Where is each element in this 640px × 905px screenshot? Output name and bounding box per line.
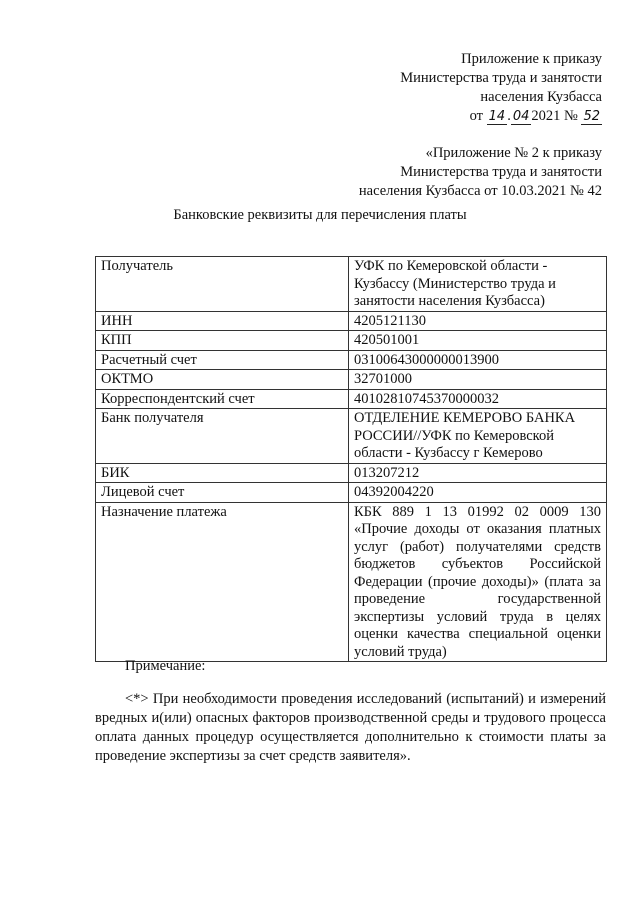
- appendix-line-1: Приложение к приказу: [461, 51, 602, 67]
- table-row: [96, 311, 607, 331]
- row-label: ИНН: [96, 311, 349, 331]
- row-value: 04392004220: [349, 483, 607, 503]
- note-text: <*> При необходимости проведения исследований (испытаний) и измерений вредных и(или) опасных факторов производственной среды и трудового процесса оплата данных процедур осуществляется дополнительно к стоимости платы за проведение экспертизы за счет средств заявителя».: [95, 691, 606, 764]
- row-label: Банк получателя: [96, 409, 349, 464]
- table-row: [96, 463, 607, 483]
- table-row: [96, 483, 607, 503]
- previous-appendix-header: [359, 144, 602, 201]
- row-label: ОКТМО: [96, 370, 349, 390]
- row-label: БИК: [96, 463, 349, 483]
- date-year: 2021 №: [531, 108, 578, 124]
- row-label: Корреспондентский счет: [96, 389, 349, 409]
- date-prefix: от: [469, 108, 484, 124]
- handwritten-month: 04: [512, 109, 530, 124]
- previous-appendix-line-2: Министерства труда и занятости: [400, 164, 602, 180]
- row-value: ОТДЕЛЕНИЕ КЕМЕРОВО БАНКА РОССИИ//УФК по Кемеровской области - Кузбассу г Кемерово: [349, 409, 607, 464]
- table-row: [96, 389, 607, 409]
- date-separator: .: [507, 108, 511, 124]
- table-row: [96, 331, 607, 351]
- appendix-line-2: Министерства труда и занятости: [400, 70, 602, 86]
- row-value: КБК 889 1 13 01992 02 0009 130 «Прочие доходы от оказания платных услуг (работ) получателями средств бюджетов субъектов Российской Федерации (прочие доходы)» (плата за проведение государственной экспертизы условий труда в целях оценки качества специальной оценки условий труда): [349, 502, 607, 662]
- row-value: 4205121130: [349, 311, 607, 331]
- row-label: Получатель: [96, 257, 349, 312]
- document-title: Банковские реквизиты для перечисления платы: [173, 207, 467, 223]
- row-label: Лицевой счет: [96, 483, 349, 503]
- handwritten-day: 14: [488, 109, 506, 124]
- row-value: 32701000: [349, 370, 607, 390]
- row-value: УФК по Кемеровской области - Кузбассу (Министерство труда и занятости населения Кузбасса): [349, 257, 607, 312]
- appendix-line-3: населения Кузбасса: [480, 89, 602, 105]
- row-label: КПП: [96, 331, 349, 351]
- row-label: Назначение платежа: [96, 502, 349, 662]
- table-row: [96, 370, 607, 390]
- previous-appendix-line-3: населения Кузбасса от 10.03.2021 № 42: [358, 183, 602, 199]
- row-value: 013207212: [349, 463, 607, 483]
- table-row: [96, 257, 607, 312]
- row-value: 40102810745370000032: [349, 389, 607, 409]
- handwritten-order-number: 52: [583, 109, 600, 124]
- bank-requisites-table: [95, 256, 607, 662]
- row-label: Расчетный счет: [96, 350, 349, 370]
- table-row: [96, 409, 607, 464]
- row-value: 03100643000000013900: [349, 350, 607, 370]
- appendix-header: [400, 50, 602, 126]
- table-row: [96, 350, 607, 370]
- appendix-date-line: [400, 107, 602, 126]
- note-heading: Примечание:: [125, 658, 206, 674]
- row-value: 420501001: [349, 331, 607, 351]
- table-row: [96, 502, 607, 662]
- previous-appendix-line-1: «Приложение № 2 к приказу: [425, 145, 602, 161]
